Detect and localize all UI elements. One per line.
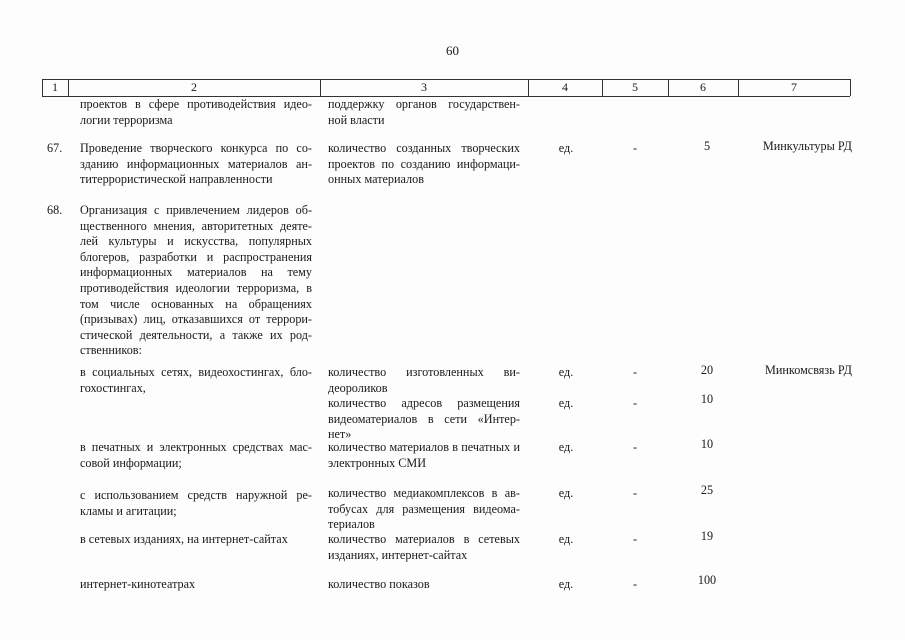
row-number: 68. — [47, 203, 63, 217]
base-value-cell: - — [632, 440, 638, 454]
header-col-7: 7 — [791, 80, 797, 94]
unit-cell: ед. — [558, 396, 574, 410]
target-value-cell: 10 — [700, 437, 714, 451]
target-value-cell: 5 — [703, 139, 711, 153]
unit-cell: ед. — [558, 141, 574, 155]
base-value-cell: - — [632, 141, 638, 155]
page-number: 60 — [446, 43, 459, 58]
event-text: в социальных сетях, видеохостингах, бло-гохостингах, — [80, 365, 312, 395]
unit-cell: ед. — [558, 577, 574, 591]
target-value-cell: 25 — [700, 483, 714, 497]
target-value-cell: 19 — [700, 529, 714, 543]
base-value-cell: - — [632, 396, 638, 410]
unit-cell: ед. — [558, 532, 574, 546]
event-text: проектов в сфере противодействия идео-логии терроризма — [80, 97, 312, 127]
header-divider — [850, 79, 851, 96]
indicator-text: количество созданных творческих проектов по созданию информаци-онных материалов — [328, 141, 520, 187]
event-text: интернет-кинотеатрах — [80, 577, 196, 591]
event-text: с использованием средств наружной ре-кламы и агитации; — [80, 488, 312, 518]
indicator-text: количество показов — [328, 577, 430, 591]
header-col-5: 5 — [632, 80, 638, 94]
base-value-cell: - — [632, 532, 638, 546]
base-value-cell: - — [632, 365, 638, 379]
target-value-cell: 100 — [697, 573, 717, 587]
indicator-text: количество адресов размещения видеоматериалов в сети «Интер-нет» — [328, 396, 520, 442]
target-value-cell: 10 — [700, 392, 714, 406]
unit-cell: ед. — [558, 486, 574, 500]
header-col-6: 6 — [700, 80, 706, 94]
base-value-cell: - — [632, 486, 638, 500]
unit-cell: ед. — [558, 365, 574, 379]
unit-cell: ед. — [558, 440, 574, 454]
event-text: в печатных и электронных средствах мас-совой информации; — [80, 440, 312, 470]
row-number: 67. — [47, 141, 63, 155]
indicator-text: количество изготовленных ви-деороликов — [328, 365, 520, 395]
header-col-1: 1 — [52, 80, 58, 94]
event-text: Проведение творческого конкурса по со-зданию информационных материалов ан-титеррористической направленности — [80, 141, 312, 187]
event-text: Организация с привлечением лидеров об-щественного мнения, авторитетных деяте-лей культуры и искусства, популярных блогеров, разработки и распространения информационных материалов на тему противодействия идеологии терроризма, в том числе основанных на обращениях (призывах) лиц, отказавшихся от террори-стической деятельности, а также их род-ственников: — [80, 203, 312, 358]
base-value-cell: - — [632, 577, 638, 591]
executor-cell: Минкомсвязь РД — [765, 363, 852, 377]
header-col-2: 2 — [191, 80, 197, 94]
indicator-text: количество материалов в печатных и электронных СМИ — [328, 440, 520, 470]
indicator-text: количество медиакомплексов в ав-тобусах для размещения видеома-териалов — [328, 486, 520, 532]
indicator-text: количество материалов в сетевых изданиях, интернет-сайтах — [328, 532, 520, 562]
header-col-3: 3 — [421, 80, 427, 94]
header-col-4: 4 — [562, 80, 568, 94]
target-value-cell: 20 — [700, 363, 714, 377]
event-text: в сетевых изданиях, на интернет-сайтах — [80, 532, 288, 546]
indicator-text: поддержку органов государствен-ной власти — [328, 97, 520, 127]
executor-cell: Минкультуры РД — [762, 139, 852, 153]
